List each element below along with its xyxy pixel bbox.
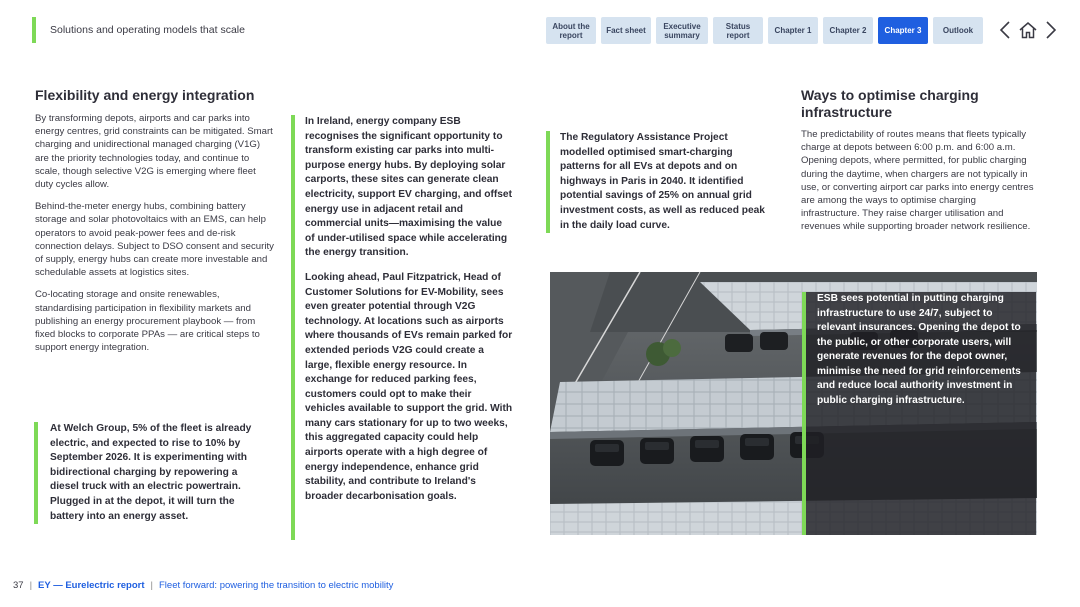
nav-fact-sheet[interactable]: Fact sheet <box>601 17 651 44</box>
overlay-text: ESB sees potential in putting charging infrastructure to use 24/7, subject to relevant insurances. Opening the depot to the public, or other corporate users, will generate revenues for the depot owner, minimise the need for grid reinforcements and reduce local authority investment in public charging infrastructure. <box>817 293 1021 406</box>
nav-outlook[interactable]: Outlook <box>933 17 983 44</box>
callout-rap <box>546 131 771 233</box>
column-optimise <box>801 87 1036 234</box>
page-number: 37 <box>13 580 24 591</box>
heading-optimise: Ways to optimise charging infrastructure <box>801 87 979 120</box>
nav-executive-summary[interactable]: Executive summary <box>656 17 708 44</box>
home-icon[interactable] <box>1018 20 1038 40</box>
callout-text: At Welch Group, 5% of the fleet is already electric, and expected to rise to 10% by September 2026. It is experimenting with bidirectional charging by repowering a diesel truck with an electric powertrain. Plugged in at the depot, it will turn the battery into an energy asset. <box>50 423 252 522</box>
chapter-nav <box>546 17 983 44</box>
chevron-left-icon[interactable] <box>998 20 1012 40</box>
footer-brand: EY — Eurelectric report <box>38 580 145 591</box>
paragraph: Looking ahead, Paul Fitzpatrick, Head of Customer Solutions for EV-Mobility, sees even greater potential through V2G technology. At locations such as airports where thousands of EVs remain parked for extended periods V2G could create a large, flexible energy resource. In exchange for reduced parking fees, customers could opt to make their vehicles available to support the grid. With many cars stationary for up to two weeks, this aggregated capacity could help airports operate with a high degree of energy independence, enhance grid stability, and contribute to Ireland's broader decarbonisation goals. <box>305 271 513 502</box>
heading-flexibility: Flexibility and energy integration <box>35 87 255 103</box>
column-flexibility <box>35 87 275 363</box>
footer-separator: | <box>150 580 153 591</box>
chevron-right-icon[interactable] <box>1044 20 1058 40</box>
paragraph: By transforming depots, airports and car parks into energy centres, grid constraints can be mitigated. Smart charging and unidirectional managed charging (V1G) are the priority technologies today, and continue to scale, though selective V2G is emerging where fleet duty cycles allow. <box>35 113 273 191</box>
footer <box>13 580 393 591</box>
paragraph: Behind-the-meter energy hubs, combining battery storage and solar photovoltaics with an EMS, can help operators to avoid peak-power fees and de-risk connection delays. Subject to DSO consent and security of supply, energy hubs can create more investable and schedulable assets at logistics sites. <box>35 201 274 279</box>
section-accent-bar <box>32 17 36 43</box>
paragraph: In Ireland, energy company ESB recognises the significant opportunity to transform existing car parks into multi-purpose energy hubs. By deploying solar carports, these sites can generate clean electricity, support EV charging, and offset energy use in adjacent retail and commercial units—maximising the value of under-utilised space while accelerating the energy transition. <box>305 116 512 259</box>
photo-overlay-callout <box>802 292 1036 535</box>
column-esb <box>291 115 513 540</box>
nav-status-report[interactable]: Status report <box>713 17 763 44</box>
callout-text: The Regulatory Assistance Project modelled optimised smart-charging patterns for all EVs at depots and on highways in Paris in 2040. It identified potential savings of 25% on annual grid investment costs, as well as reduced peak in the daily load curve. <box>560 132 765 231</box>
nav-about-the-report[interactable]: About the report <box>546 17 596 44</box>
callout-welch-group <box>34 422 264 524</box>
nav-icons <box>998 20 1058 40</box>
footer-separator: | <box>29 580 33 591</box>
nav-chapter-1[interactable]: Chapter 1 <box>768 17 818 44</box>
paragraph: The predictability of routes means that fleets typically charge at depots between 6:00 p.m. and 6:00 a.m. Opening depots, where permitted, for public charging during the daytime, when chargers are not typically in use, or converting airport car parks into energy centres are among the ways to optimise charging infrastructure. They raise charger utilisation and revenues while supporting broader network resilience. <box>801 129 1034 233</box>
section-label: Solutions and operating models that scale <box>50 24 245 36</box>
nav-chapter-2[interactable]: Chapter 2 <box>823 17 873 44</box>
nav-chapter-3[interactable]: Chapter 3 <box>878 17 928 44</box>
paragraph: Co-locating storage and onsite renewables, standardising participation in flexibility markets and publishing an energy procurement playbook — from fixed blocks to corporate PPAs — are critical steps to support energy integration. <box>35 289 260 354</box>
footer-subtitle: Fleet forward: powering the transition to electric mobility <box>159 580 394 591</box>
